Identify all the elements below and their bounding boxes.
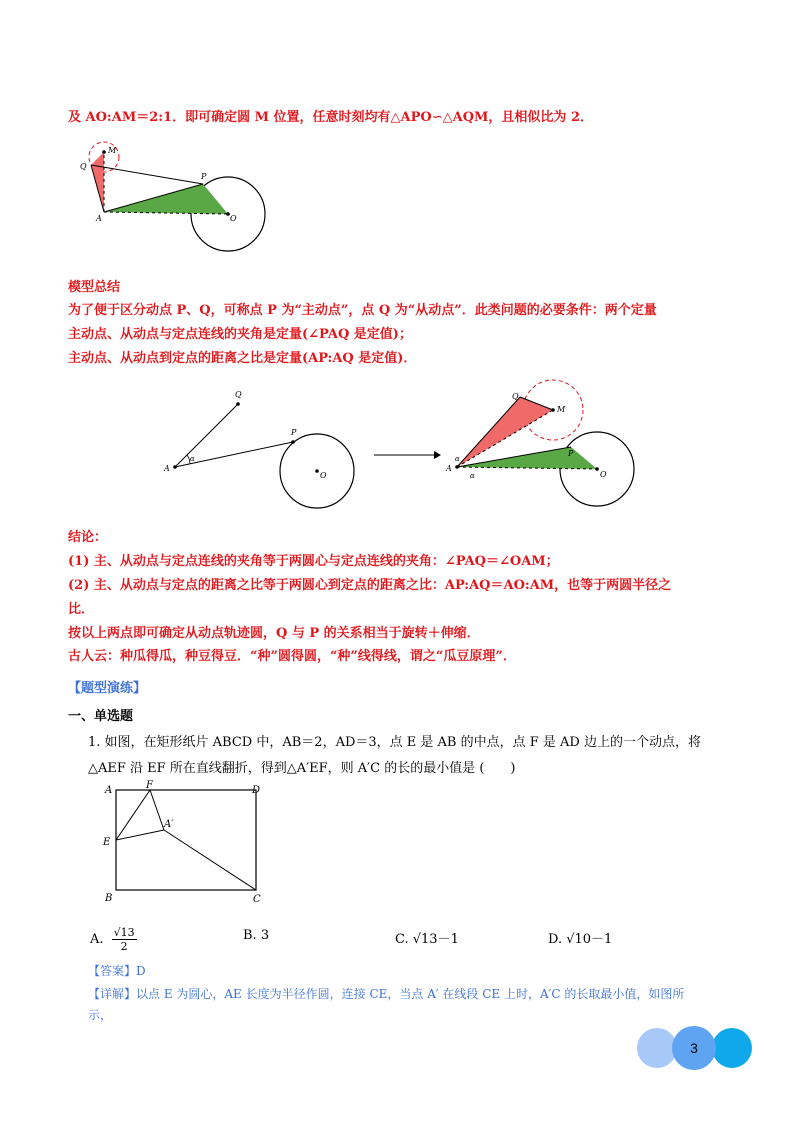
conclusion-line-3: 按以上两点即可确定从动点轨迹圆，Q 与 P 的关系相当于旋转＋伸缩．	[68, 626, 480, 641]
model-summary-line-1: 为了便于区分动点 P、Q，可称点 P 为“主动点”，点 Q 为“从动点”．此类问题的必要条件：两个定量	[68, 303, 657, 318]
label-p: P	[201, 172, 207, 181]
label-p: P	[291, 428, 297, 437]
conclusion-item-1: (1) 主、从动点与定点连线的夹角等于两圆心与定点连线的夹角：∠PAQ＝∠OAM；	[68, 554, 559, 569]
triangle-apo	[104, 184, 228, 214]
option-b[interactable]: B. 3	[243, 928, 270, 943]
conclusion-heading: 结论：	[68, 530, 108, 545]
label-q: Q	[80, 162, 87, 171]
label-a: A	[164, 464, 170, 473]
model-summary-heading: 模型总结	[68, 280, 121, 295]
rectangle-figure	[100, 780, 275, 905]
option-a[interactable]	[90, 926, 137, 953]
intro-line: 及 AO:AM＝2:1．即可确定圆 M 位置，任意时刻均有△APO∽△AQM，且相似比为 2．	[68, 110, 593, 125]
label-o: O	[600, 470, 607, 479]
detail-line-2: 示，	[88, 1008, 113, 1022]
page-badge-right	[712, 1028, 752, 1068]
conclusion-item-2b: 比．	[68, 602, 95, 617]
conclusion-line-4: 古人云：种瓜得瓜，种豆得豆．“种”圆得圆，“种”线得线，谓之“瓜豆原理”．	[68, 649, 516, 664]
option-a-fraction	[112, 926, 137, 953]
label-aprime: A′	[164, 819, 174, 830]
practice-heading: 【题型演练】	[68, 681, 147, 696]
option-a-numerator: √13	[113, 926, 135, 939]
option-d[interactable]: D. √10－1	[548, 932, 613, 947]
label-f: F	[146, 780, 153, 791]
arrow-icon	[372, 447, 442, 461]
answer-line: 【答案】D	[88, 964, 146, 978]
label-o: O	[320, 471, 327, 480]
option-c[interactable]: C. √13－1	[395, 932, 459, 947]
label-o: O	[230, 214, 237, 223]
question-1-line-1: 1. 如图，在矩形纸片 ABCD 中，AB＝2，AD＝3，点 E 是 AB 的中点，点 F 是 AD 边上的一个动点，将	[88, 735, 701, 750]
label-a: A	[105, 785, 113, 796]
page-badge-left	[637, 1028, 677, 1068]
option-a-denominator: 2	[120, 940, 128, 953]
triangle-aqm	[91, 152, 104, 212]
label-alpha-2: α	[470, 472, 475, 480]
option-a-label: A.	[90, 932, 104, 947]
detail-line-1: 【详解】以点 E 为圆心，AE 长度为半径作圆，连接 CE，当点 A′ 在线段 CE 上时，A′C 的长取最小值，如图所	[88, 987, 685, 1001]
label-q: Q	[512, 392, 519, 401]
label-m: M	[108, 146, 117, 155]
model-summary-line-2: 主动点、从动点与定点连线的夹角是定量(∠PAQ 是定值)；	[68, 327, 412, 342]
figure-2	[160, 380, 360, 520]
model-summary-line-3: 主动点、从动点到定点的距离之比是定量(AP:AQ 是定值)．	[68, 351, 417, 366]
label-e: E	[103, 837, 111, 848]
label-p: P	[568, 449, 574, 458]
label-q: Q	[235, 390, 242, 399]
conclusion-item-2a: (2) 主、从动点与定点的距离之比等于两圆心到定点的距离之比：AP:AQ＝AO:AM，也等于两圆半径之	[68, 578, 672, 593]
label-m: M	[557, 405, 566, 414]
page-number: 3	[690, 1040, 698, 1056]
figure-1	[70, 135, 270, 255]
page-number-badge	[672, 1026, 716, 1070]
label-c: C	[253, 894, 261, 905]
figure-3	[440, 370, 650, 520]
label-alpha: α	[190, 455, 195, 463]
section-heading: 一、单选题	[68, 709, 134, 724]
label-d: D	[252, 785, 261, 796]
label-a: A	[96, 214, 102, 223]
label-alpha-1: α	[455, 455, 460, 463]
question-1-line-2: △AEF 沿 EF 所在直线翻折，得到△A′EF，则 A′C 的长的最小值是 ( )	[88, 761, 516, 776]
label-b: B	[105, 893, 113, 904]
label-a: A	[446, 464, 452, 473]
